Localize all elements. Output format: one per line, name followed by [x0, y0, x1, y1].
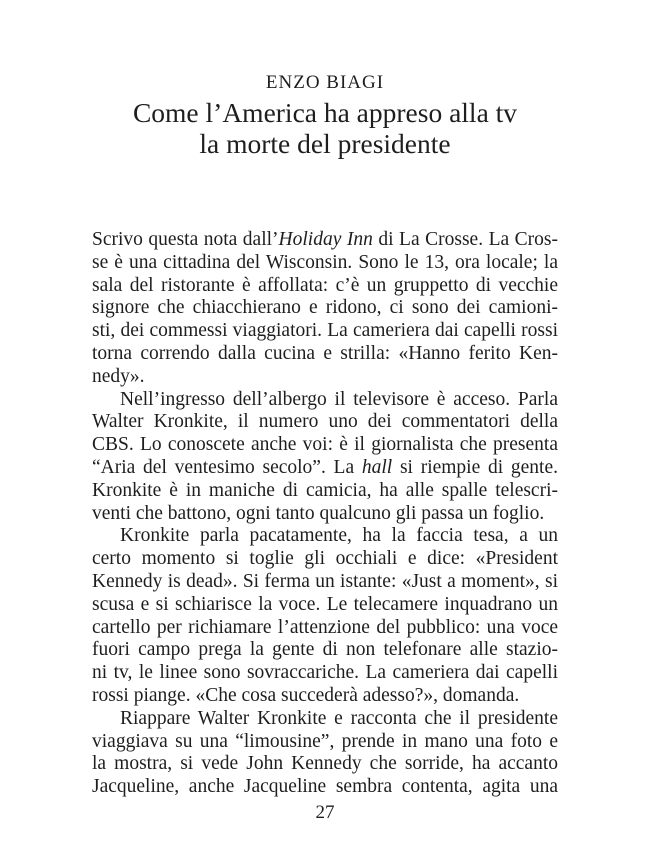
text-line: CBS. Lo conoscete anche voi: è il giornalista che presenta — [92, 434, 558, 456]
body-text — [92, 229, 558, 799]
page-number: 27 — [315, 802, 335, 823]
author-name: ENZO BIAGI — [265, 72, 385, 93]
text-line: rossi piange. «Che cosa succederà adesso?», domanda. — [92, 684, 520, 706]
text-line: fuori campo prega la gente di non telefonare alle stazio- — [92, 639, 558, 661]
text-line: ni tv, le linee sono sovraccariche. La cameriera dai capelli — [92, 662, 558, 684]
text-line: venti che battono, ogni tanto qualcuno gli passa un foglio. — [92, 502, 545, 524]
text-line: certo momento si toglie gli occhiali e dice: «President — [92, 548, 558, 570]
text-line: Kronkite è in maniche di camicia, ha alle spalle telescri- — [92, 479, 558, 501]
text-run: “Aria del ventesimo secolo”. La — [92, 456, 362, 478]
text-run: di La Crosse. La Cros- — [372, 229, 558, 250]
text-line — [92, 457, 558, 480]
text-line: torna correndo dalla cucina e strilla: «Hanno ferito Ken- — [92, 342, 558, 364]
text-line: scusa e si schiarisce la voce. Le telecamere inquadrano un — [92, 593, 558, 615]
text-line: se è una cittadina del Wisconsin. Sono le 13, ora locale; la — [92, 251, 558, 273]
italic-text: hall — [361, 456, 393, 478]
chapter-title-line-2: la morte del presidente — [199, 128, 451, 159]
paragraph-first-line: Kronkite parla pacatamente, ha la faccia tesa, a un — [120, 525, 558, 547]
chapter-title-line-1: Come l’America ha appreso alla tv — [132, 97, 518, 128]
paragraph-first-line: Riappare Walter Kronkite e racconta che il presidente — [120, 707, 558, 729]
text-line: sti, dei commessi viaggiatori. La cameriera dai capelli rossi — [92, 320, 558, 342]
text-line: la mostra, si vede John Kennedy che sorride, ha accanto — [92, 753, 558, 775]
text-line: viaggiava su una “limousine”, prende in mano una foto e — [92, 730, 558, 752]
italic-text: Holiday Inn — [278, 229, 373, 250]
text-line: Walter Kronkite, il numero uno dei commentatori della — [92, 411, 558, 433]
text-line: Jacqueline, anche Jacqueline sembra contenta, agita una — [92, 776, 558, 798]
text-run: Scrivo questa nota dall’ — [92, 229, 279, 250]
chapter-title — [0, 97, 650, 159]
text-run: si riempie di gente. — [392, 456, 558, 478]
text-line: sala del ristorante è affollata: c’è un gruppetto di vecchie — [92, 274, 558, 296]
text-line: nedy». — [92, 365, 145, 387]
text-line: signore che chiacchierano e ridono, ci sono dei camioni- — [92, 297, 558, 319]
text-line: Kennedy is dead». Si ferma un istante: «Just a moment», si — [92, 570, 558, 592]
text-line: cartello per richiamare l’attenzione del pubblico: una voce — [92, 616, 558, 638]
text-line — [92, 229, 558, 252]
paragraph-first-line: Nell’ingresso dell’albergo il televisore è acceso. Parla — [120, 388, 558, 410]
